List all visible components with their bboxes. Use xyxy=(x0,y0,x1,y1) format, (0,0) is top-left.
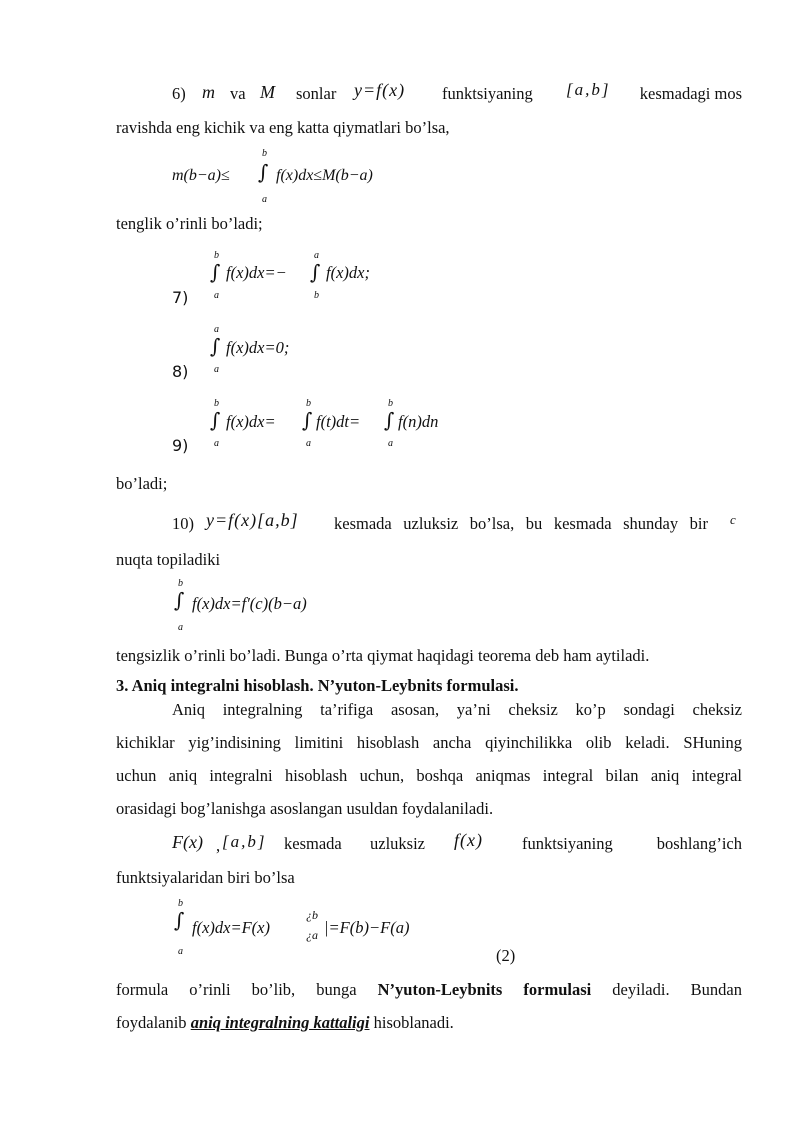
nl-bar-a: ¿a xyxy=(306,928,318,942)
integral-sign: ∫ xyxy=(384,408,395,432)
nl-bar-b: ¿b xyxy=(306,908,318,922)
comma: , xyxy=(216,836,221,855)
item-10-text: kesmada uzluksiz bo’lsa, bu kesmada shunday bir xyxy=(334,514,708,533)
nl-lower: a xyxy=(178,946,183,957)
section-interval: [a,b] xyxy=(222,832,267,851)
section-heading: 3. Aniq integralni hisoblash. N’yuton-Leybnits formulasi. xyxy=(116,676,519,695)
item-9-upper-3: b xyxy=(388,398,393,409)
para-line-4: orasidagi bog’lanishga asoslangan usuldan foydalaniladi. xyxy=(116,799,494,818)
item-9-part-b: f(t)dt= xyxy=(316,412,361,431)
item-9-lower-2: a xyxy=(306,438,311,449)
item-7-number: 7) xyxy=(172,288,189,307)
item-10-line2: nuqta topiladiki xyxy=(116,550,221,569)
func-y-fx: y=f(x) xyxy=(354,80,406,100)
formula-6-upper: b xyxy=(262,148,267,159)
word-kesmada: kesmada xyxy=(284,834,342,853)
item-8-body: f(x)dx=0; xyxy=(226,338,290,357)
item-9-part-c: f(n)dn xyxy=(398,412,439,431)
item-7 xyxy=(172,250,472,310)
item-9 xyxy=(172,398,492,458)
F-of-x: F(x) xyxy=(172,832,203,852)
formula-10 xyxy=(172,578,472,638)
f-of-x: f(x) xyxy=(454,830,483,850)
item-6-number: 6) xyxy=(172,84,186,103)
word-va: va xyxy=(230,84,246,103)
var-c: c xyxy=(730,512,736,527)
item-10-after: tengsizlik o’rinli bo’ladi. Bunga o’rta qiymat haqidagi teorema deb ham aytiladi. xyxy=(116,646,650,665)
final-1-bold: N’yuton-Leybnits formulasi xyxy=(377,980,592,999)
item-7-left: f(x)dx=− xyxy=(226,263,287,282)
para-line-3: uchun aniq integralni hisoblash uchun, boshqa aniqmas integral bilan aniq integral xyxy=(116,766,742,785)
item-7-lower-2: b xyxy=(314,290,319,301)
integral-sign: ∫ xyxy=(210,408,221,432)
item-6-tail: kesmadagi mos xyxy=(639,84,742,103)
final-1-b: deyiladi. Bundan xyxy=(591,980,742,999)
final-line-2 xyxy=(116,1013,454,1033)
item-8-lower: a xyxy=(214,364,219,375)
newton-leibniz-formula xyxy=(172,898,552,962)
item-9-upper-1: b xyxy=(214,398,219,409)
boladi-text: bo’ladi; xyxy=(116,474,168,493)
para-line-1: Aniq integralning ta’rifiga asosan, ya’ni cheksiz ko’p sondagi cheksiz xyxy=(172,700,742,719)
formula-6-left: m(b−a)≤ xyxy=(172,167,230,184)
item-8 xyxy=(172,324,472,384)
final-2-b: hisoblanadi. xyxy=(369,1013,454,1032)
formula-6 xyxy=(172,148,472,208)
var-M: M xyxy=(260,82,275,102)
item-6-after: tenglik o’rinli bo’ladi; xyxy=(116,214,263,233)
formula-10-lower: a xyxy=(178,622,183,633)
equation-number: (2) xyxy=(496,946,516,965)
item-10-func: y=f(x)[a,b] xyxy=(206,510,299,530)
item-9-lower-3: a xyxy=(388,438,393,449)
integral-sign: ∫ xyxy=(174,908,185,932)
F-line-2: funktsiyalaridan biri bo’lsa xyxy=(116,868,295,887)
item-8-upper: a xyxy=(214,324,219,335)
final-2-a: foydalanib xyxy=(116,1013,191,1032)
item-9-lower-1: a xyxy=(214,438,219,449)
item-9-part-a: f(x)dx= xyxy=(226,412,276,431)
var-m: m xyxy=(202,82,215,102)
item-9-number: 9) xyxy=(172,436,189,455)
nl-formula: f(x)dx=F(x) xyxy=(192,918,270,937)
para-line-2: kichiklar yig’indisining limitini hisoblash ancha qiyinchilikka olib keladi. SHuning xyxy=(116,733,742,752)
item-7-upper-2: a xyxy=(314,250,319,261)
integral-sign: ∫ xyxy=(258,160,269,184)
formula-10-upper: b xyxy=(178,578,183,589)
word-funksiyaning-2: funktsiyaning xyxy=(522,834,613,853)
integral-sign: ∫ xyxy=(210,260,221,284)
word-uzluksiz: uzluksiz xyxy=(370,834,425,853)
nl-upper: b xyxy=(178,898,183,909)
word-sonlar: sonlar xyxy=(296,84,337,103)
integral-sign: ∫ xyxy=(174,588,185,612)
integral-sign: ∫ xyxy=(210,334,221,358)
word-boshlangich: boshlang’ich xyxy=(656,834,742,853)
item-6-line2: ravishda eng kichik va eng katta qiymatlari bo’lsa, xyxy=(116,118,450,137)
nl-tail: |=F(b)−F(a) xyxy=(324,918,410,937)
item-8-number: 8) xyxy=(172,362,189,381)
final-2-underlined: aniq integralning kattaligi xyxy=(190,1013,370,1032)
formula-6-body: f(x)dx≤M(b−a) xyxy=(276,167,373,184)
final-line-1 xyxy=(116,980,742,1000)
integral-sign: ∫ xyxy=(302,408,313,432)
formula-6-lower: a xyxy=(262,194,267,205)
formula-10-body: f(x)dx=f′(c)(b−a) xyxy=(192,594,307,613)
item-10-number: 10) xyxy=(172,514,194,533)
item-9-upper-2: b xyxy=(306,398,311,409)
integral-sign: ∫ xyxy=(310,260,321,284)
word-funksiyaning: funktsiyaning xyxy=(442,84,533,103)
item-7-right: f(x)dx; xyxy=(326,263,370,282)
item-7-lower-1: a xyxy=(214,290,219,301)
item-7-upper-1: b xyxy=(214,250,219,261)
final-1-a: formula o’rinli bo’lib, bunga xyxy=(116,980,378,999)
interval-ab: [a,b] xyxy=(566,80,611,99)
